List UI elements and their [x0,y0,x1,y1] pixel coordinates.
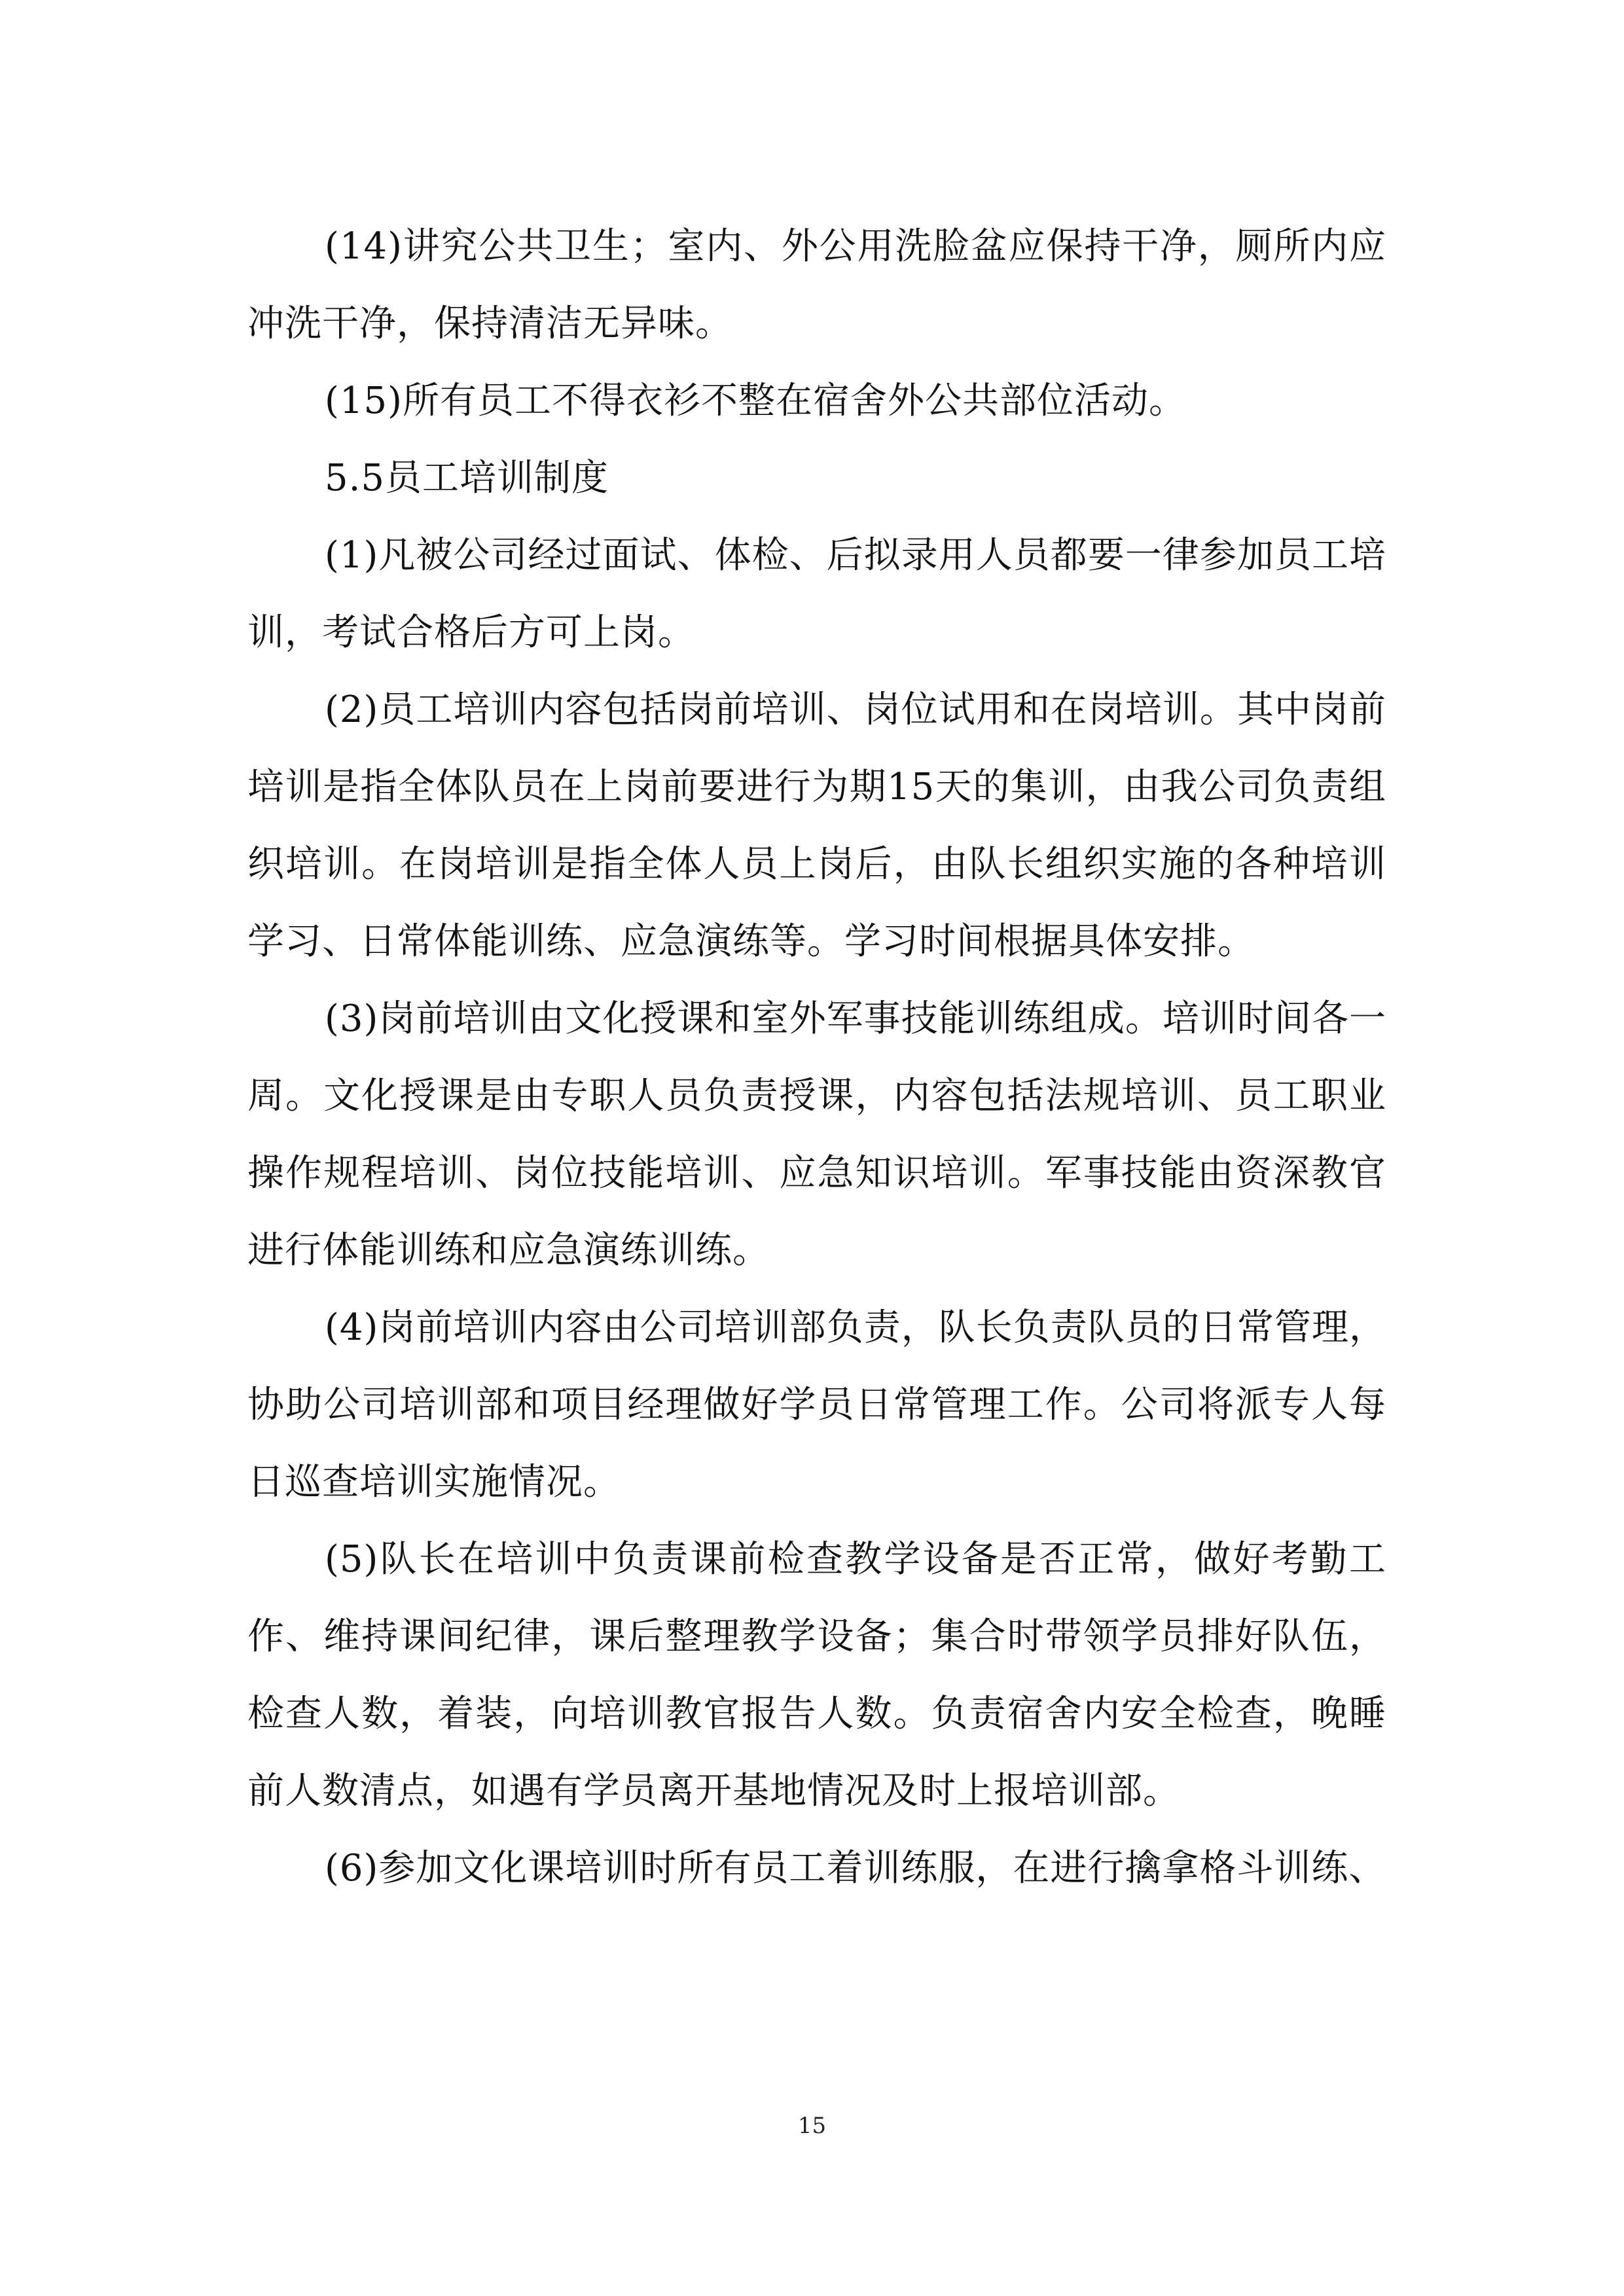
paragraph-training-4: (4)岗前培训内容由公司培训部负责，队长负责队员的日常管理，协助公司培训部和项目经理做好学员日常管理工作。公司将派专人每日巡查培训实施情况。 [247,1306,1386,1503]
paragraph-training-3: (3)岗前培训由文化授课和室外军事技能训练组成。培训时间各一周。文化授课是由专职人员负责授课，内容包括法规培训、员工职业操作规程培训、岗位技能培训、应急知识培训。军事技能由资深教官进行体能训练和应急演练训练。 [247,997,1386,1272]
paragraph-training-1: (1)凡被公司经过面试、体检、后拟录用人员都要一律参加员工培训，考试合格后方可上岗。 [247,534,1386,654]
paragraph-training-2: (2)员工培训内容包括岗前培训、岗位试用和在岗培训。其中岗前培训是指全体队员在上岗前要进行为期15天的集训，由我公司负责组织培训。在岗培训是指全体人员上岗后，由队长组织实施的各种培训学习、日常体能训练、应急演练等。学习时间根据具体安排。 [247,689,1386,963]
paragraph-training-5: (5)队长在培训中负责课前检查教学设备是否正常，做好考勤工作、维持课间纪律，课后整理教学设备；集合时带领学员排好队伍，检查人数，着装，向培训教官报告人数。负责宿舍内安全检查，晚睡前人数清点，如遇有学员离开基地情况及时上报培训部。 [247,1538,1386,1812]
document-body [247,208,1386,1907]
paragraph-rule-15: (15)所有员工不得衣衫不整在宿舍外公共部位活动。 [325,380,1186,422]
paragraph-training-6: (6)参加文化课培训时所有员工着训练服，在进行擒拿格斗训练、 [325,1847,1386,1890]
paragraph-rule-14: (14)讲究公共卫生；室内、外公用洗脸盆应保持干净，厕所内应冲洗干净，保持清洁无异味。 [247,225,1386,345]
section-heading-training: 5.5员工培训制度 [325,457,609,499]
page-number: 15 [797,2113,827,2139]
